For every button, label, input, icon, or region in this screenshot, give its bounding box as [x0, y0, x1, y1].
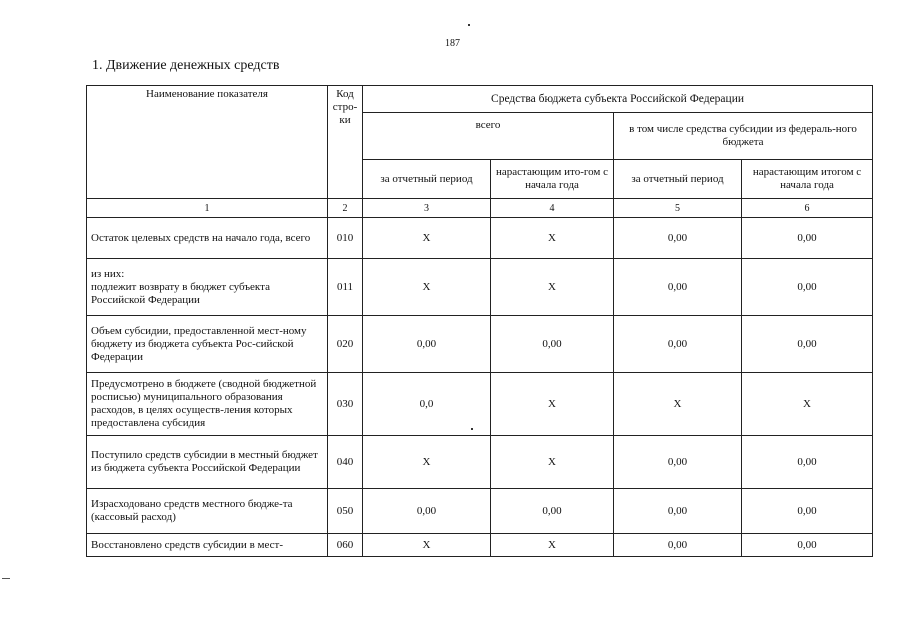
header-line-code: Код стро-ки [328, 86, 363, 199]
cash-flow-table [86, 85, 873, 557]
header-indicator-name: Наименование показателя [87, 86, 328, 199]
row-name: Остаток целевых средств на начало года, всего [87, 218, 328, 259]
row-code: 030 [328, 373, 363, 436]
row-name: из них: подлежит возврату в бюджет субъекта Российской Федерации [87, 259, 328, 316]
cell-value: X [363, 436, 491, 489]
cell-value: 0,00 [363, 489, 491, 534]
row-name: Предусмотрено в бюджете (сводной бюджетной росписью) муниципального образования расходов, в целях осуществ-ления которых предоставлена субсидия [87, 373, 328, 436]
row-code: 060 [328, 534, 363, 557]
cell-value: X [614, 373, 742, 436]
cell-value: X [491, 534, 614, 557]
row-name: Израсходовано средств местного бюдже-та (кассовый расход) [87, 489, 328, 534]
column-number: 2 [328, 199, 363, 218]
header-cumulative: нарастающим ито-гом с начала года [491, 160, 614, 199]
cell-value: X [491, 436, 614, 489]
cell-value: X [491, 259, 614, 316]
row-code: 050 [328, 489, 363, 534]
scan-speck [468, 24, 470, 26]
cell-value: 0,00 [742, 316, 873, 373]
cell-value: X [363, 534, 491, 557]
cell-value: 0,00 [614, 534, 742, 557]
column-number: 5 [614, 199, 742, 218]
cell-value: 0,00 [742, 489, 873, 534]
cell-value: X [742, 373, 873, 436]
scan-margin-mark [2, 578, 10, 579]
table-header-row [87, 86, 873, 113]
table-row [87, 489, 873, 534]
header-reporting-period-federal: за отчетный период [614, 160, 742, 199]
cell-value: 0,00 [742, 259, 873, 316]
cell-value: X [363, 218, 491, 259]
row-name: Восстановлено средств субсидии в мест- [87, 534, 328, 557]
cell-value: 0,00 [742, 534, 873, 557]
table-row [87, 373, 873, 436]
header-reporting-period: за отчетный период [363, 160, 491, 199]
cell-value: 0,00 [742, 218, 873, 259]
row-code: 040 [328, 436, 363, 489]
cell-value: X [363, 259, 491, 316]
cell-value: X [491, 373, 614, 436]
cell-value: 0,0 [363, 373, 491, 436]
row-name: Объем субсидии, предоставленной мест-ному бюджету из бюджета субъекта Рос-сийской Федерации [87, 316, 328, 373]
column-number: 3 [363, 199, 491, 218]
row-code: 020 [328, 316, 363, 373]
table-row [87, 436, 873, 489]
table-row [87, 534, 873, 557]
row-name: Поступило средств субсидии в местный бюджет из бюджета субъекта Российской Федерации [87, 436, 328, 489]
row-code: 010 [328, 218, 363, 259]
cell-value: 0,00 [363, 316, 491, 373]
row-code: 011 [328, 259, 363, 316]
cell-value: 0,00 [614, 489, 742, 534]
table-row [87, 316, 873, 373]
column-number-row [87, 199, 873, 218]
column-number: 6 [742, 199, 873, 218]
table-row [87, 218, 873, 259]
cell-value: 0,00 [742, 436, 873, 489]
cell-value: 0,00 [491, 489, 614, 534]
column-number: 4 [491, 199, 614, 218]
page-number: 187 [445, 38, 460, 49]
cell-value: 0,00 [491, 316, 614, 373]
section-title: 1. Движение денежных средств [92, 58, 280, 73]
column-number: 1 [87, 199, 328, 218]
cell-value: 0,00 [614, 316, 742, 373]
header-federal-subsidy: в том числе средства субсидии из федераль-ного бюджета [614, 113, 873, 160]
cell-value: X [491, 218, 614, 259]
cell-value: 0,00 [614, 436, 742, 489]
header-total: всего [363, 113, 614, 160]
header-regional-budget-funds: Средства бюджета субъекта Российской Федерации [363, 86, 873, 113]
cell-value: 0,00 [614, 259, 742, 316]
header-cumulative-federal: нарастающим итогом с начала года [742, 160, 873, 199]
cell-value: 0,00 [614, 218, 742, 259]
table-row [87, 259, 873, 316]
